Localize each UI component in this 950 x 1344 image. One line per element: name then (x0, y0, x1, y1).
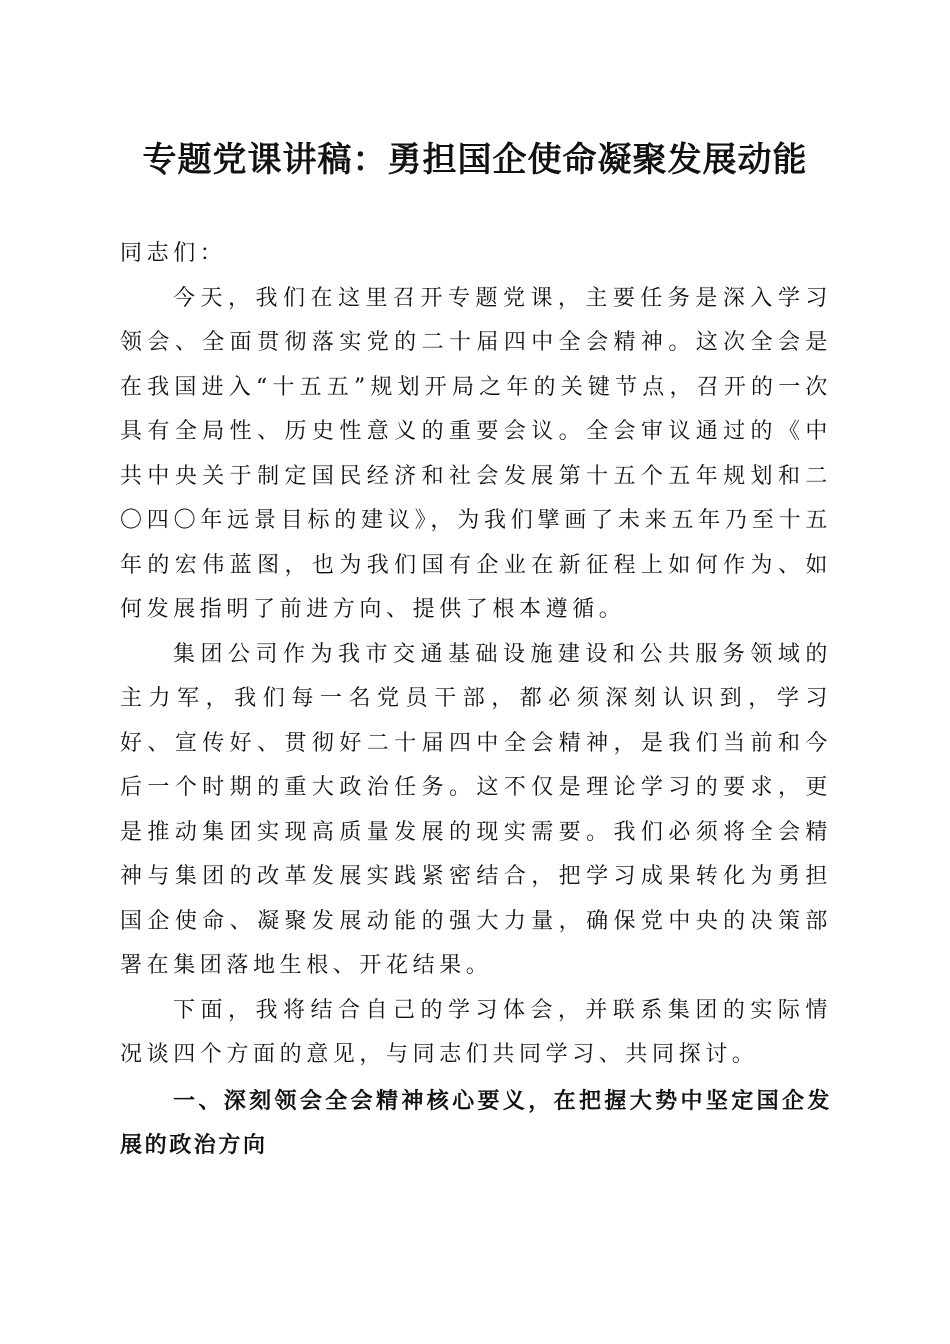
paragraph-group-role: 集团公司作为我市交通基础设施建设和公共服务领域的主力军，我们每一名党员干部，都必须深刻认识到，学习好、宣传好、贯彻好二十届四中全会精神，是我们当前和今后一个时期的重大政治任务。这不仅是理论学习的要求，更是推动集团实现高质量发展的现实需要。我们必须将全会精神与集团的改革发展实践紧密结合，把学习成果转化为勇担国企使命、凝聚发展动能的强大力量，确保党中央的决策部署在集团落地生根、开花结果。 (120, 641, 832, 978)
paragraph-outline: 下面，我将结合自己的学习体会，并联系集团的实际情况谈四个方面的意见，与同志们共同学习、共同探讨。 (120, 997, 832, 1067)
paragraph-intro: 今天，我们在这里召开专题党课，主要任务是深入学习领会、全面贯彻落实党的二十届四中全会精神。这次全会是在我国进入“十五五”规划开局之年的关键节点，召开的一次具有全局性、历史性意义的重要会议。全会审议通过的《中共中央关于制定国民经济和社会发展第十五个五年规划和二〇四〇年远景目标的建议》，为我们擘画了未来五年乃至十五年的宏伟蓝图，也为我们国有企业在新征程上如何作为、如何发展指明了前进方向、提供了根本遵循。 (120, 285, 832, 622)
salutation: 同志们： (120, 241, 227, 266)
document-title: 专题党课讲稿：勇担国企使命凝聚发展动能 (142, 140, 808, 180)
section-heading-1: 一、深刻领会全会精神核心要义，在把握大势中坚定国企发展的政治方向 (120, 1088, 832, 1158)
document-body (120, 232, 832, 1169)
